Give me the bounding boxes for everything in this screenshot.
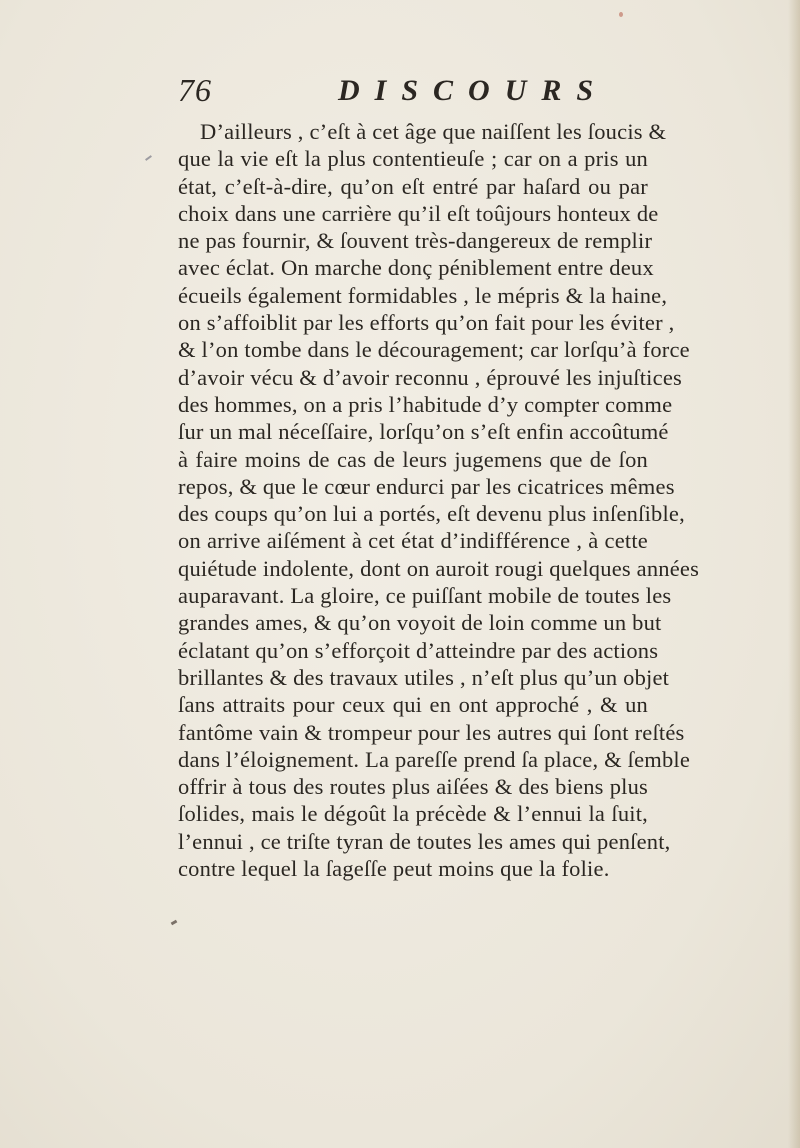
page-edge-shadow	[788, 0, 800, 1148]
text-line: & l’on tombe dans le découragement; car lorſqu’à force	[178, 337, 690, 363]
running-title: DISCOURS	[338, 74, 609, 107]
text-line: grandes ames, & qu’on voyoit de loin comme un but	[178, 610, 662, 636]
page-header	[178, 70, 648, 114]
text-line: ne pas fournir, & ſouvent très-dangereux de remplir	[178, 228, 653, 254]
text-line: on arrive aiſément à cet état d’indifférence , à cette	[178, 528, 648, 554]
text-line: fantôme vain & trompeur pour les autres qui ſont reſtés	[178, 719, 685, 745]
text-line: contre lequel la ſageſſe peut moins que la folie.	[178, 856, 610, 882]
text-line: quiétude indolente, dont on auroit rougi quelques années	[178, 555, 700, 581]
text-line: écueils également formidables , le mépris & la haine,	[178, 282, 668, 308]
text-line: que la vie eſt la plus contentieuſe ; car on a pris un	[178, 146, 648, 172]
page-number: 76	[178, 72, 212, 108]
text-line: ſolides, mais le dégoût la précède & l’ennui la ſuit,	[178, 801, 648, 827]
text-line: l’ennui , ce triſte tyran de toutes les ames qui penſent,	[178, 828, 671, 854]
text-line: état, c’eſt-à-dire, qu’on eſt entré par haſard ou par	[178, 173, 648, 199]
ink-speck	[619, 12, 623, 17]
text-line: avec éclat. On marche donç péniblement entre deux	[178, 255, 654, 281]
text-line: auparavant. La gloire, ce puiſſant mobile de toutes les	[178, 583, 672, 609]
text-line: éclatant qu’on s’efforçoit d’atteindre par des actions	[178, 637, 659, 663]
text-line: d’avoir vécu & d’avoir reconnu , éprouvé les injuſtices	[178, 364, 682, 390]
text-line: des hommes, on a pris l’habitude d’y compter comme	[178, 391, 673, 417]
ink-speck	[145, 155, 152, 161]
text-line: repos, & que le cœur endurci par les cicatrices mêmes	[178, 473, 675, 499]
ink-speck	[171, 920, 178, 926]
text-line: choix dans une carrière qu’il eſt toûjours honteux de	[178, 200, 659, 226]
text-line: brillantes & des travaux utiles , n’eſt plus qu’un objet	[178, 664, 670, 690]
text-line: à faire moins de cas de leurs jugemens que de ſon	[178, 446, 648, 472]
text-line: ſur un mal néceſſaire, lorſqu’on s’eſt enfin accoûtumé	[178, 419, 669, 445]
text-line: dans l’éloignement. La pareſſe prend ſa place, & ſemble	[178, 746, 691, 772]
text-line: D’ailleurs , c’eſt à cet âge que naiſſent les ſoucis &	[200, 119, 667, 144]
text-line: on s’affoiblit par les efforts qu’on fait pour les éviter ,	[178, 310, 675, 336]
text-line: offrir à tous des routes plus aiſées & des biens plus	[178, 774, 648, 800]
text-line: ſans attraits pour ceux qui en ont approché , & un	[178, 692, 648, 718]
body-text	[178, 118, 700, 882]
text-line: des coups qu’on lui a portés, eſt devenu plus inſenſible,	[178, 501, 685, 527]
